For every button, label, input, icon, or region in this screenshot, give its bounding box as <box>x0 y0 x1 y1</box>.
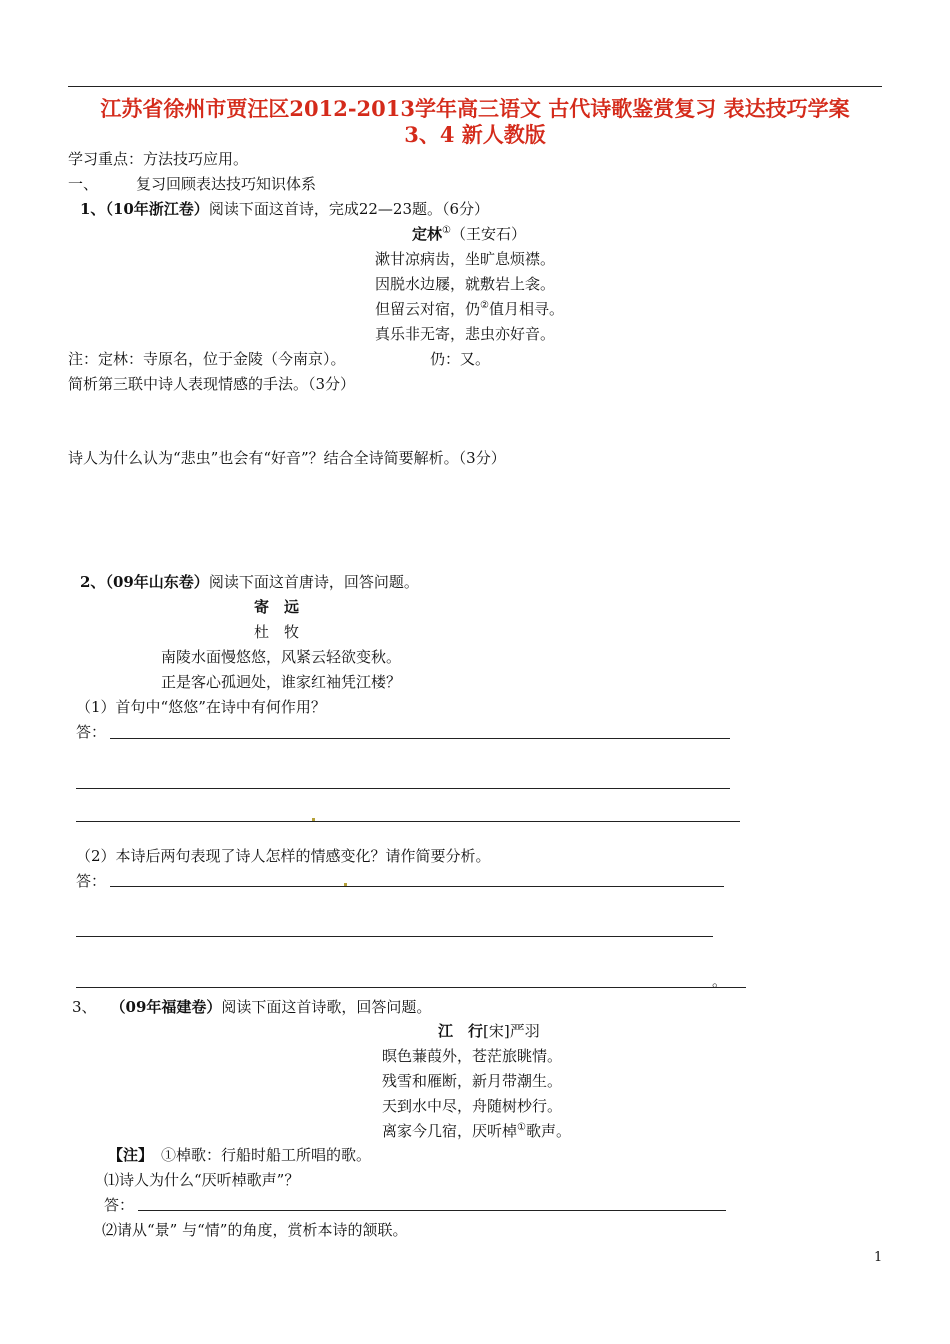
q3-poem-header <box>438 1022 540 1040</box>
answer-line[interactable] <box>76 821 740 822</box>
q3-poem-title: 江 行 <box>438 1022 484 1040</box>
q1-poem-line: 但留云对宿，仍②值月相寻。 <box>375 300 564 318</box>
q2-poem-line: 正是客心孤迥处，谁家红袖凭江楼？ <box>161 673 402 691</box>
page-number: 1 <box>874 1250 883 1265</box>
q3-poem-line: 离家今几宿，厌听棹①歌声。 <box>382 1122 571 1140</box>
q1-heading <box>80 200 489 218</box>
section-title: 复习回顾表达技巧知识体系 <box>136 175 317 193</box>
q1-note-a: 注：定林：寺原名，位于金陵（今南京）。 <box>68 350 346 368</box>
q1-poem-header <box>412 225 526 243</box>
answer-line[interactable] <box>110 886 724 887</box>
q3-subquestion-2: ⑵请从“景” 与“情”的角度，赏析本诗的颔联。 <box>102 1221 408 1239</box>
q1-note-b: 仍：又。 <box>430 350 491 368</box>
document-title-line2: 3、4 新人教版 <box>404 122 546 147</box>
q2-answer-label-1: 答： <box>76 723 107 741</box>
q3-source: （09年福建卷） <box>110 998 222 1016</box>
q3-poem-line: 天到水中尽，舟随树杪行。 <box>382 1097 563 1115</box>
q1-poem-author: （王安石） <box>450 225 526 243</box>
q1-instruction: 阅读下面这首诗，完成22—23题。（6分） <box>208 200 490 218</box>
q2-poem-author: 杜 牧 <box>254 623 300 641</box>
section-number: 一、 <box>68 175 99 193</box>
q3-poem-line: 暝色蒹葭外，苍茫旅眺情。 <box>382 1047 563 1065</box>
q3-note-text: ①棹歌：行船时船工所唱的歌。 <box>161 1146 372 1164</box>
q2-subquestion-1: （1）首句中“悠悠”在诗中有何作用？ <box>76 698 326 716</box>
q3-number: 3、 <box>72 998 97 1016</box>
q3-instruction: 阅读下面这首诗歌，回答问题。 <box>221 998 432 1016</box>
q3-note-marker: ① <box>517 1122 526 1133</box>
q1-subquestion-b: 诗人为什么认为“悲虫”也会有“好音”？结合全诗简要解析。（3分） <box>68 449 506 467</box>
q2-poem-line: 南陵水面慢悠悠，风紧云轻欲变秋。 <box>161 648 402 666</box>
q3-note-label: 【注】 <box>108 1146 154 1164</box>
q3-poem-author: [宋]严羽 <box>483 1022 540 1040</box>
q1-subquestion-a: 简析第三联中诗人表现情感的手法。（3分） <box>68 375 356 393</box>
q2-instruction: 阅读下面这首唐诗，回答问题。 <box>208 573 419 591</box>
q3-poem-line: 残雪和雁断，新月带潮生。 <box>382 1072 563 1090</box>
stray-mark <box>312 818 315 821</box>
q3-answer-label: 答： <box>104 1196 135 1214</box>
q2-end-mark: 。 <box>712 972 728 990</box>
study-focus: 学习重点：方法技巧应用。 <box>68 150 249 168</box>
q2-poem-title: 寄 远 <box>254 598 300 616</box>
q2-heading <box>80 573 419 591</box>
q2-answer-label-2: 答： <box>76 872 107 890</box>
q3-heading <box>72 998 431 1016</box>
stray-mark <box>344 883 347 886</box>
q1-poem-line: 因脱水边屦，就敷岩上衾。 <box>375 275 556 293</box>
q3-subquestion-1: ⑴诗人为什么“厌听棹歌声”？ <box>104 1171 300 1189</box>
q1-source: （10年浙江卷） <box>105 200 209 218</box>
answer-line[interactable] <box>138 1210 726 1211</box>
answer-line[interactable] <box>76 936 713 937</box>
q2-subquestion-2: （2）本诗后两句表现了诗人怎样的情感变化？请作简要分析。 <box>76 847 491 865</box>
q1-poem-title-note-marker: ① <box>442 225 451 236</box>
q3-note <box>108 1146 371 1164</box>
header-rule <box>68 86 882 87</box>
q1-note-marker: ② <box>480 300 489 311</box>
answer-line[interactable] <box>110 738 730 739</box>
q2-number: 2、 <box>80 573 106 591</box>
q2-source: （09年山东卷） <box>105 573 209 591</box>
answer-line[interactable] <box>76 788 730 789</box>
q1-poem-line: 真乐非无寄，悲虫亦好音。 <box>375 325 556 343</box>
q1-poem-line: 漱甘凉病齿，坐旷息烦襟。 <box>375 250 556 268</box>
q1-number: 1、 <box>80 200 106 218</box>
q1-poem-title: 定林 <box>412 225 443 243</box>
document-title-line1: 江苏省徐州市贾汪区2012-2013学年高三语文 古代诗歌鉴赏复习 表达技巧学案 <box>100 96 850 121</box>
answer-line[interactable] <box>76 987 746 988</box>
